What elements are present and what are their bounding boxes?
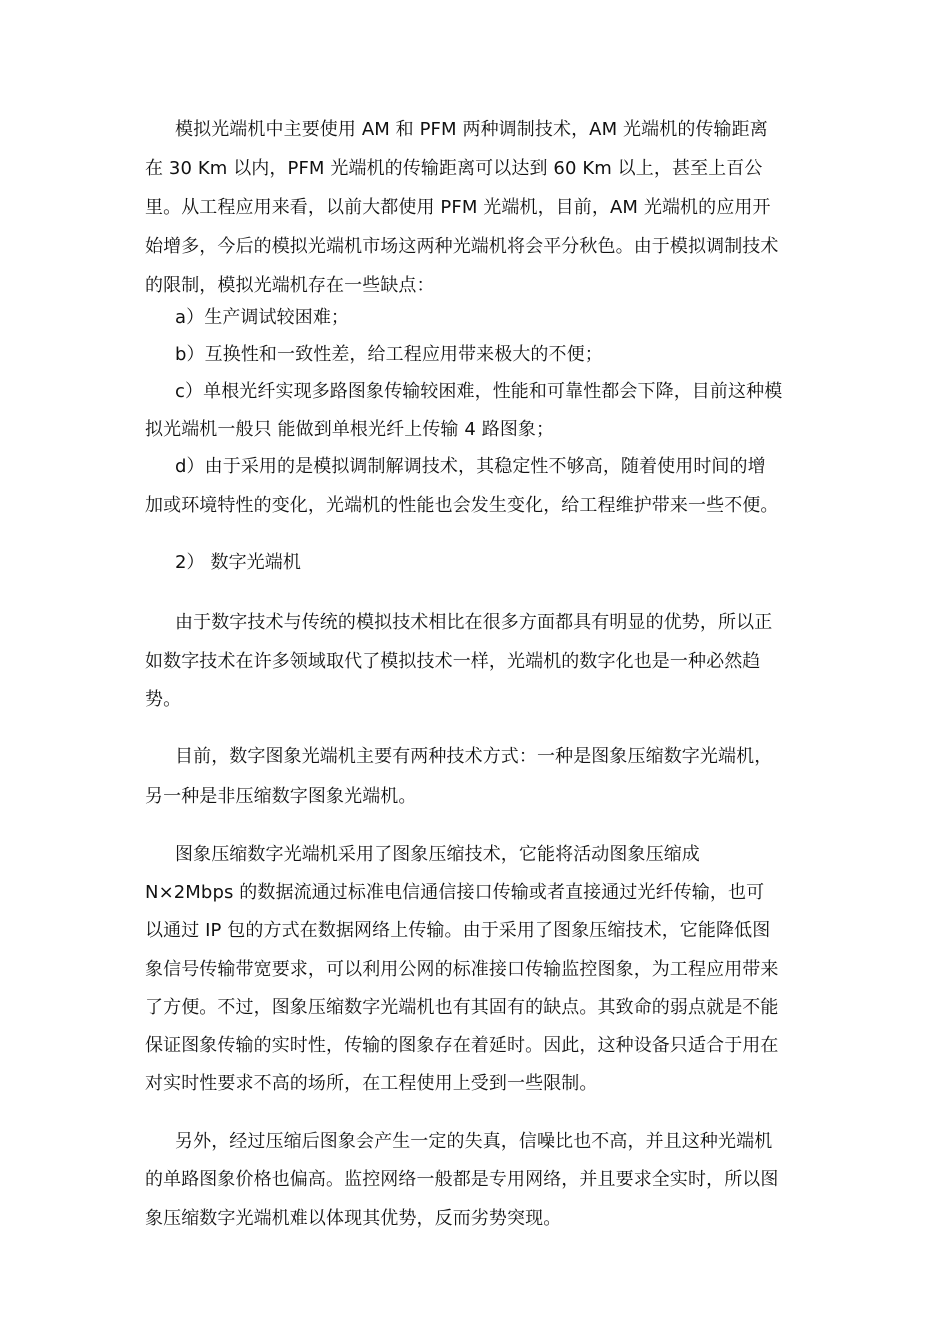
text-line: 另一种是非压缩数字图象光端机。 <box>145 786 417 807</box>
text-line: 图象压缩数字光端机采用了图象压缩技术，它能将活动图象压缩成 <box>175 844 700 865</box>
list-item-d: d）由于采用的是模拟调制解调技术，其稳定性不够高，随着使用时间的增 <box>175 456 766 477</box>
text-line: 另外，经过压缩后图象会产生一定的失真，信噪比也不高，并且这种光端机 <box>175 1131 773 1152</box>
list-item-a: a）生产调试较困难； <box>175 307 350 328</box>
text-line: 目前，数字图象光端机主要有两种技术方式：一种是图象压缩数字光端机， <box>175 746 773 767</box>
text-line: 在 30 Km 以内，PFM 光端机的传输距离可以达到 60 Km 以上，甚至上百公 <box>145 158 763 179</box>
text-line: 了方便。不过，图象压缩数字光端机也有其固有的缺点。其致命的弱点就是不能 <box>145 997 779 1018</box>
text-line: 象压缩数字光端机难以体现其优势，反而劣势突现。 <box>145 1208 562 1229</box>
list-item-c: c）单根光纤实现多路图象传输较困难，性能和可靠性都会下降，目前这种模 <box>175 381 783 402</box>
text-line: 里。从工程应用来看，以前大都使用 PFM 光端机，目前，AM 光端机的应用开 <box>145 197 771 218</box>
text-line: 的单路图象价格也偏高。监控网络一般都是专用网络，并且要求全实时，所以图 <box>145 1169 779 1190</box>
text-line: 加或环境特性的变化，光端机的性能也会发生变化，给工程维护带来一些不便。 <box>145 495 779 516</box>
text-line: 势。 <box>145 689 182 710</box>
text-line: 始增多，今后的模拟光端机市场这两种光端机将会平分秋色。由于模拟调制技术 <box>145 236 779 257</box>
text-line: 如数字技术在许多领域取代了模拟技术一样，光端机的数字化也是一种必然趋 <box>145 651 761 672</box>
text-line: N×2Mbps 的数据流通过标准电信通信接口传输或者直接通过光纤传输，也可 <box>145 882 765 903</box>
text-line: 以通过 IP 包的方式在数据网络上传输。由于采用了图象压缩技术，它能降低图 <box>145 920 771 941</box>
text-line: 的限制，模拟光端机存在一些缺点： <box>145 275 435 296</box>
list-item-b: b）互换性和一致性差，给工程应用带来极大的不便； <box>175 344 603 365</box>
text-line: 象信号传输带宽要求，可以利用公网的标准接口传输监控图象，为工程应用带来 <box>145 959 779 980</box>
text-line: 对实时性要求不高的场所，在工程使用上受到一些限制。 <box>145 1073 598 1094</box>
text-line: 由于数字技术与传统的模拟技术相比在很多方面都具有明显的优势，所以正 <box>175 612 773 633</box>
text-line: 保证图象传输的实时性，传输的图象存在着延时。因此，这种设备只适合于用在 <box>145 1035 779 1056</box>
section-heading: 2） 数字光端机 <box>175 552 301 573</box>
text-line: 拟光端机一般只 能做到单根光纤上传输 4 路图象； <box>145 419 555 440</box>
text-line: 模拟光端机中主要使用 AM 和 PFM 两种调制技术，AM 光端机的传输距离 <box>175 119 768 140</box>
